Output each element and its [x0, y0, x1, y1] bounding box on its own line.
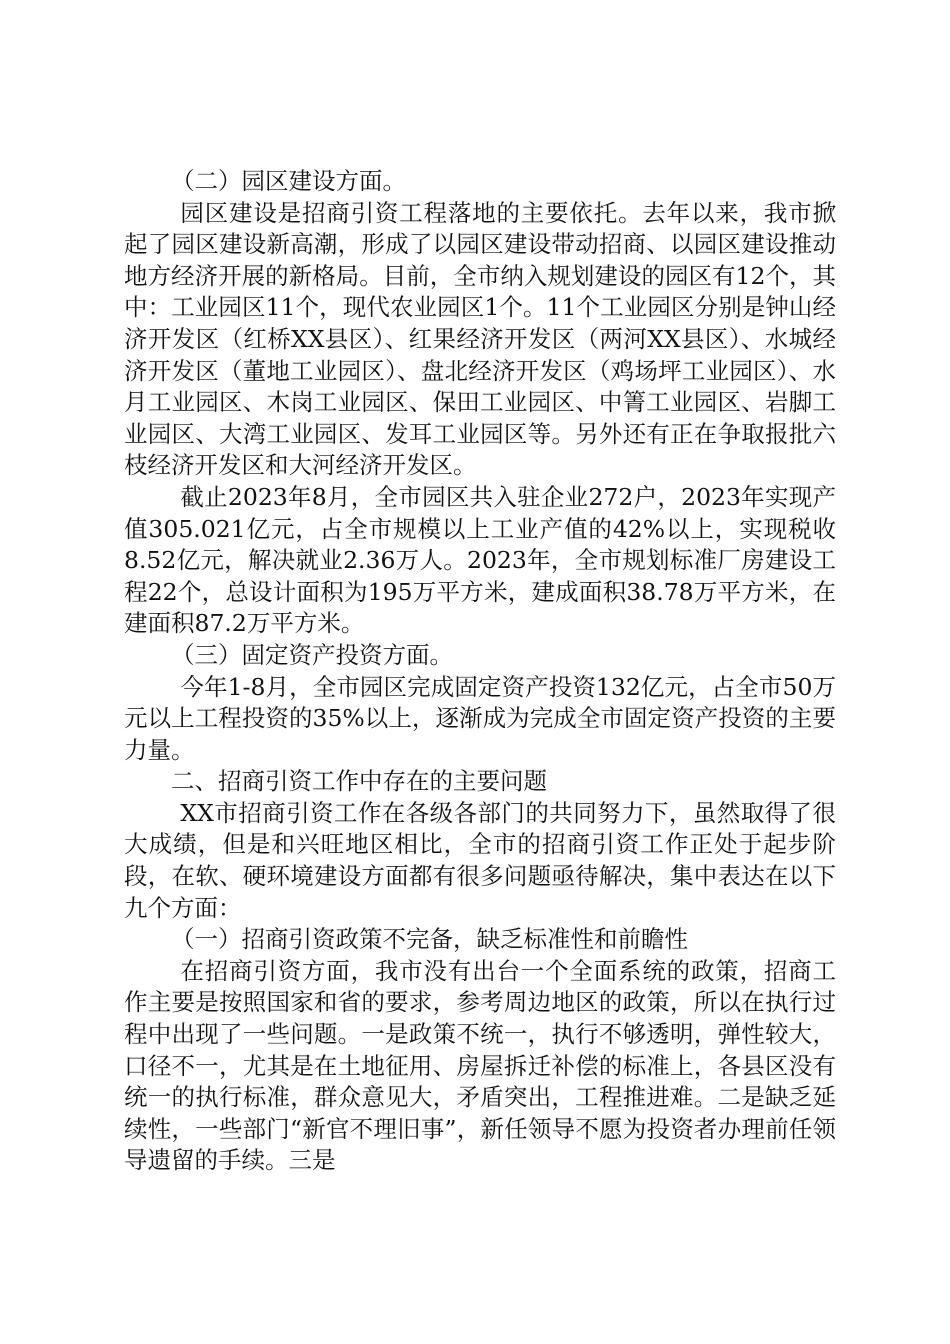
paragraph-fixed-asset-investment: 今年1-8月，全市园区完成固定资产投资132亿元，占全市50万元以上工程投资的35%以上，逐渐成为完成全市固定资产投资的主要力量。	[124, 672, 836, 764]
paragraph-policy-issues: 在招商引资方面，我市没有出台一个全面系统的政策，招商工作主要是按照国家和省的要求，参考周边地区的政策，所以在执行过程中出现了一些问题。一是政策不统一，执行不够透明，弹性较大，口径不一，尤其是在土地征用、房屋拆迁补偿的标准上，各县区没有统一的执行标准，群众意见大，矛盾突出，工程推进难。二是缺乏延续性，一些部门“新官不理旧事”，新任领导不愿为投资者办理前任领导遗留的手续。三是	[124, 956, 836, 1175]
paragraph-park-statistics: 截止2023年8月，全市园区共入驻企业272户，2023年实现产值305.021亿元，占全市规模以上工业产值的42%以上，实现税收8.52亿元，解决就业2.36万人。2023年，全市规划标准厂房建设工程22个，总设计面积为195万平方米，建成面积38.78万平方米，在建面积87.2万平方米。	[124, 482, 836, 638]
section-heading-park-construction: （二）园区建设方面。	[171, 167, 406, 195]
section-heading-policy-incomplete: （一）招商引资政策不完备，缺乏标准性和前瞻性	[171, 925, 688, 954]
paragraph-problems-intro: XX市招商引资工作在各级各部门的共同努力下，虽然取得了很大成绩，但是和兴旺地区相比，全市的招商引资工作正处于起步阶段，在软、硬环境建设方面都有很多问题亟待解决，集中表达在以下九个方面：	[124, 798, 836, 922]
section-heading-main-problems: 二、招商引资工作中存在的主要问题	[171, 767, 547, 796]
document-body	[124, 166, 836, 1177]
paragraph-park-overview: 园区建设是招商引资工程落地的主要依托。去年以来，我市掀起了园区建设新高潮，形成了以园区建设带动招商、以园区建设推动地方经济开展的新格局。目前，全市纳入规划建设的园区有12个，其中：工业园区11个，现代农业园区1个。11个工业园区分别是钟山经济开发区（红桥XX县区）、红果经济开发区（两河XX县区）、水城经济开发区（董地工业园区）、盘北经济开发区（鸡场坪工业园区）、水月工业园区、木岗工业园区、保田工业园区、中箐工业园区、岩脚工业园区、大湾工业园区、发耳工业园区等。另外还有正在争取报批六枝经济开发区和大河经济开发区。	[124, 198, 836, 480]
section-heading-fixed-asset-investment: （三）固定资产投资方面。	[171, 640, 453, 669]
